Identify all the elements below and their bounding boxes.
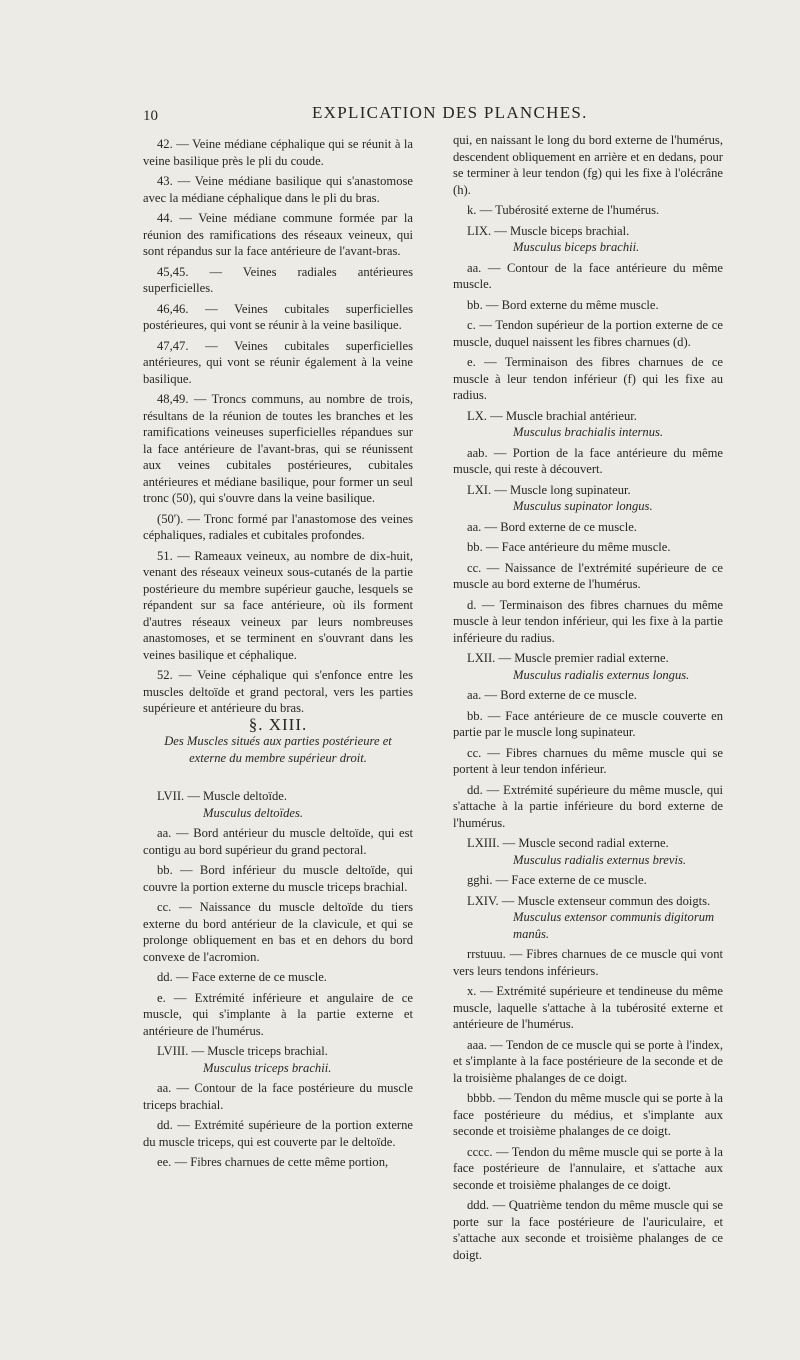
entry-paragraph: cc. — Naissance du muscle deltoïde du tiers externe du bord antérieur de la clavicule, et qui se prolonge obliquement en bas et en dehors du bord convexe de l'acromion. — [143, 900, 413, 964]
entry-paragraph: aab. — Portion de la face antérieure du même muscle, qui reste à découvert. — [453, 445, 723, 476]
entry-paragraph: (50'). — Tronc formé par l'anastomose des veines céphaliques, radiales et cubitales profondes. — [143, 511, 413, 542]
entry-paragraph: 44. — Veine médiane commune formée par la réunion des ramifications des réseaux veineux, qui sont répandus sur la face antérieure de l'avant-bras. — [143, 211, 413, 258]
entry-paragraph: e. — Terminaison des fibres charnues de ce muscle à leur tendon inférieur (f) qui les fixe au radius. — [453, 355, 723, 402]
entry-paragraph: k. — Tubérosité externe de l'humérus. — [467, 203, 660, 217]
entry-paragraph: LX. — Muscle brachial antérieur. — [467, 408, 637, 423]
left-column — [143, 132, 413, 1171]
section-title: §. XIII. — [248, 714, 308, 734]
entry-paragraph: dd. — Face externe de ce muscle. — [157, 970, 327, 984]
entry-paragraph: LXIV. — Muscle extenseur commun des doigts. — [467, 893, 711, 908]
entry-paragraph: aaa. — Tendon de ce muscle qui se porte à l'index, et s'implante à la face postérieure de la seconde et de la troisième phalanges de ce doigt. — [453, 1037, 723, 1085]
entry-paragraph: 42. — Veine médiane céphalique qui se réunit à la veine basilique près le pli du coude. — [143, 137, 413, 168]
entry-paragraph: d. — Terminaison des fibres charnues du même muscle à leur tendon inférieur, qui les fixe à la partie inférieure du radius. — [453, 597, 723, 645]
entry-paragraph: bb. — Face antérieure de ce muscle couverte en partie par le muscle long supinateur. — [453, 708, 723, 739]
entry-paragraph: e. — Extrémité inférieure et angulaire de ce muscle, qui s'implante à la partie externe et antérieure de l'humérus. — [143, 990, 413, 1038]
entry-paragraph: aa. — Bord externe de ce muscle. — [467, 519, 637, 534]
entry-paragraph: qui, en naissant le long du bord externe de l'humérus, descendent obliquement en arrière et en dedans, pour se terminer à leur tendon (fg) qui les fixe à l'olécrâne (h). — [453, 133, 723, 197]
entry-paragraph: LXI. — Muscle long supinateur. — [467, 482, 631, 497]
entry-paragraph: ddd. — Quatrième tendon du même muscle qui se porte sur la face postérieure de l'auriculaire, et s'attache aux seconde et troisième phalanges de ce doigt. — [453, 1198, 723, 1262]
entry-paragraph: x. — Extrémité supérieure et tendineuse du même muscle, laquelle s'attache à la tubérosité externe et antérieure de l'humérus. — [453, 984, 723, 1031]
entry-paragraph: aa. — Contour de la face antérieure du même muscle. — [453, 260, 723, 291]
entry-paragraph: bb. — Face antérieure du même muscle. — [467, 540, 671, 554]
entry-paragraph: 51. — Rameaux veineux, au nombre de dix-huit, venant des réseaux veineux sous-cutanés de la partie postérieure du membre supérieur gauche, lesquels se répandent sur sa face antérieure, où ils forment d'autres réseaux veineux par leurs nombreuses anastomoses, et se terminent en s'ouvrant dans les veines basilique et céphalique. — [143, 548, 413, 662]
latin-name: Musculus radialis externus longus. — [513, 667, 690, 682]
entry-paragraph: 52. — Veine céphalique qui s'enfonce entre les muscles deltoïde et grand pectoral, vers les parties supérieure et antérieure du bras. — [143, 668, 413, 715]
latin-name: Musculus biceps brachii. — [513, 240, 640, 254]
section-subtitle: Des Muscles situés aux parties postérieure et externe du membre supérieur droit. — [164, 734, 392, 765]
entry-paragraph: 47,47. — Veines cubitales superficielles antérieures, qui vont se réunir également à la veine basilique. — [143, 338, 413, 386]
entry-paragraph: gghi. — Face externe de ce muscle. — [467, 873, 647, 887]
entry-paragraph: dd. — Extrémité supérieure du même muscle, qui s'attache à la partie inférieure du bord externe de l'humérus. — [453, 782, 723, 830]
right-column — [453, 132, 723, 1263]
entry-paragraph: cc. — Naissance de l'extrémité supérieure de ce muscle au bord externe de l'humérus. — [453, 560, 723, 591]
entry-paragraph: LXII. — Muscle premier radial externe. — [467, 651, 669, 665]
latin-name: Musculus radialis externus brevis. — [513, 852, 687, 867]
entry-paragraph: dd. — Extrémité supérieure de la portion externe du muscle triceps, qui est couverte par le deltoïde. — [143, 1118, 413, 1149]
entry-paragraph: aa. — Bord externe de ce muscle. — [467, 688, 637, 702]
latin-name: Musculus brachialis internus. — [513, 425, 664, 439]
entry-paragraph: LVIII. — Muscle triceps brachial. — [157, 1044, 328, 1058]
entry-paragraph: LVII. — Muscle deltoïde. — [157, 789, 287, 803]
entry-paragraph: cc. — Fibres charnues du même muscle qui se portent à leur tendon inférieur. — [453, 745, 723, 776]
running-head: EXPLICATION DES PLANCHES. — [312, 103, 588, 122]
entry-paragraph: aa. — Contour de la face postérieure du muscle triceps brachial. — [143, 1081, 413, 1112]
entry-paragraph: cccc. — Tendon du même muscle qui se porte à la face postérieure de l'annulaire, et s'attache aux seconde et troisième phalanges de ce doigt. — [453, 1144, 723, 1192]
entry-paragraph: LIX. — Muscle biceps brachial. — [467, 223, 630, 238]
latin-name: Musculus extensor communis digitorum manûs. — [513, 910, 715, 941]
entry-paragraph: bb. — Bord externe du même muscle. — [467, 297, 659, 312]
latin-name: Musculus supinator longus. — [513, 499, 653, 513]
entry-paragraph: 43. — Veine médiane basilique qui s'anastomose avec la médiane céphalique dans le pli du bras. — [143, 174, 413, 205]
entry-paragraph: 46,46. — Veines cubitales superficielles postérieures, qui vont se réunir à la veine basilique. — [143, 301, 413, 332]
page-number: 10 — [143, 108, 158, 124]
entry-paragraph: 48,49. — Troncs communs, au nombre de trois, résultans de la réunion de toutes les branches et les ramifications veineuses superficielles répandues sur la face antérieure de l'avant-bras, qui se réunissent aux veines cubitales postérieures, cubitales antérieures et médiane basilique, pour former un seul tronc (50), qui s'ouvre dans la veine basilique. — [143, 392, 413, 505]
entry-paragraph: 45,45. — Veines radiales antérieures superficielles. — [143, 264, 413, 295]
entry-paragraph: bb. — Bord inférieur du muscle deltoïde, qui couvre la portion externe du muscle triceps brachial. — [143, 863, 413, 894]
entry-paragraph: bbbb. — Tendon du même muscle qui se porte à la face postérieure du médius, et s'implante aux seconde et troisième phalanges de ce doigt. — [453, 1091, 723, 1138]
entry-paragraph: aa. — Bord antérieur du muscle deltoïde, qui est contigu au bord supérieur du grand pectoral. — [143, 826, 413, 857]
latin-name: Musculus triceps brachii. — [203, 1060, 332, 1075]
entry-paragraph: rrstuuu. — Fibres charnues de ce muscle qui vont vers leurs tendons inférieurs. — [453, 947, 723, 978]
entry-paragraph: LXIII. — Muscle second radial externe. — [467, 836, 669, 850]
entry-paragraph: c. — Tendon supérieur de la portion externe de ce muscle, duquel naissent les fibres charnues (d). — [453, 318, 723, 349]
entry-paragraph: ee. — Fibres charnues de cette même portion, — [157, 1155, 389, 1169]
latin-name: Musculus deltoïdes. — [203, 805, 304, 820]
